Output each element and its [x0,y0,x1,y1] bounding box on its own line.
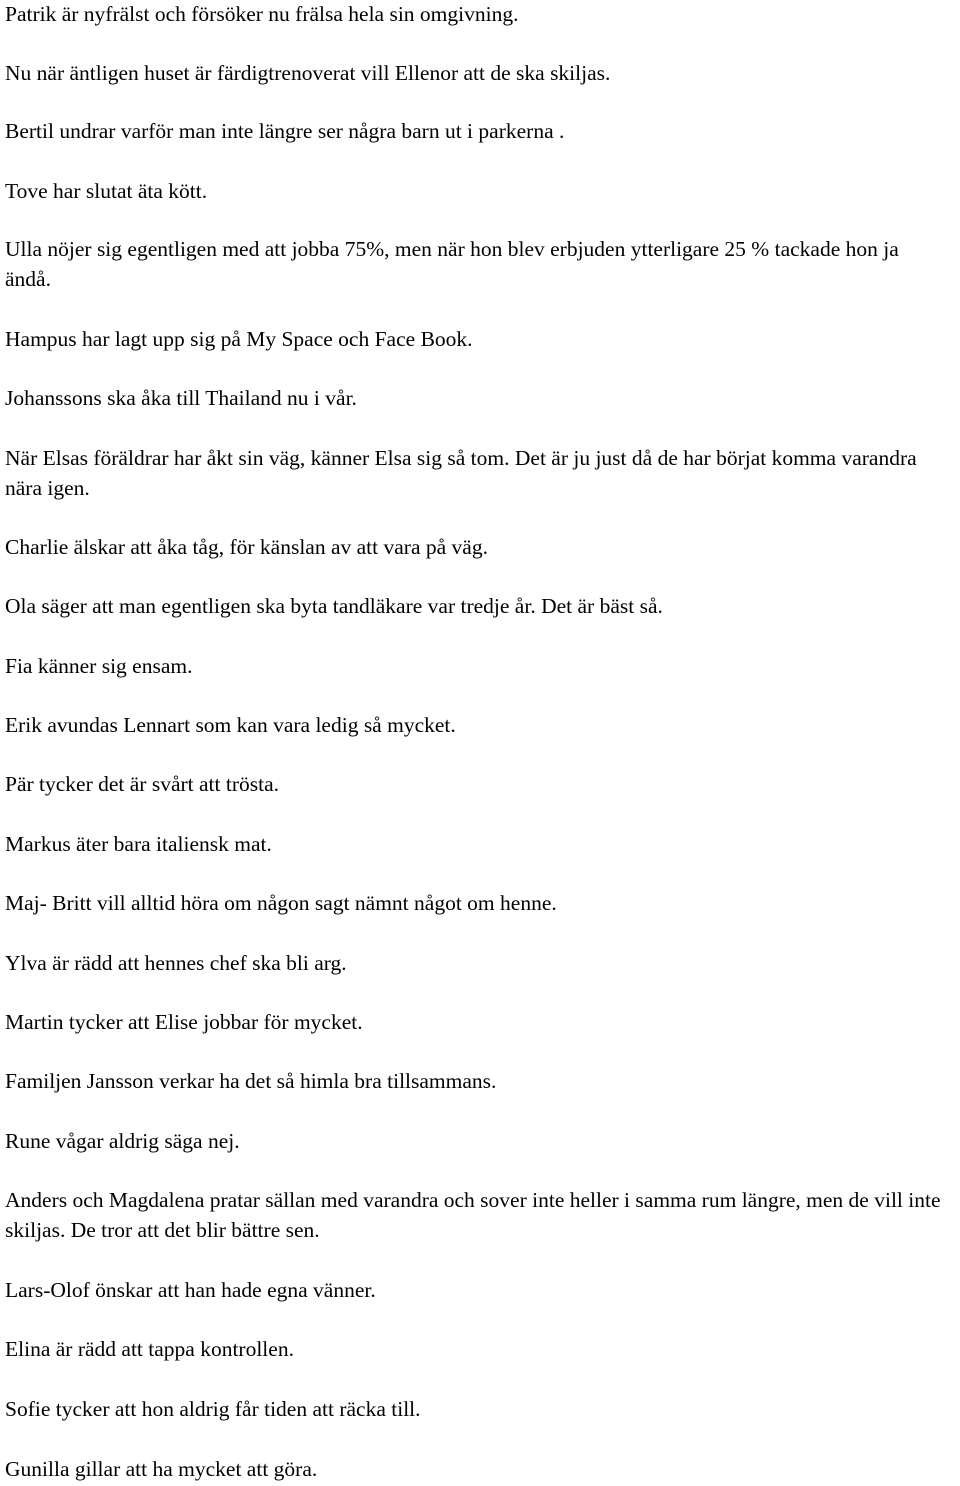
paragraph: Tove har slutat äta kött. [5,179,208,203]
paragraph: Rune vågar aldrig säga nej. [5,1129,240,1153]
paragraph: Fia känner sig ensam. [5,654,193,678]
paragraph: Bertil undrar varför man inte längre ser några barn ut i parkerna . [5,119,565,143]
paragraph: Pär tycker det är svårt att trösta. [5,772,280,796]
paragraph: Ylva är rädd att hennes chef ska bli arg. [5,951,347,975]
paragraph: Patrik är nyfrälst och försöker nu frälsa hela sin omgivning. [5,2,519,26]
paragraph: Martin tycker att Elise jobbar för mycket. [5,1010,363,1034]
paragraph: Familjen Jansson verkar ha det så himla bra tillsammans. [5,1069,497,1093]
paragraph: Markus äter bara italiensk mat. [5,832,272,856]
paragraph: Lars-Olof önskar att han hade egna vänner. [5,1278,376,1302]
paragraph: Nu när äntligen huset är färdigtrenoverat vill Ellenor att de ska skiljas. [5,61,611,85]
paragraph: Sofie tycker att hon aldrig får tiden att räcka till. [5,1397,421,1421]
paragraph: Anders och Magdalena pratar sällan med varandra och sover inte heller i samma rum längre, men de vill inte skiljas. De tror att det blir bättre sen. [5,1188,941,1242]
paragraph: Gunilla gillar att ha mycket att göra. [5,1457,318,1481]
paragraph: Erik avundas Lennart som kan vara ledig så mycket. [5,713,456,737]
paragraph: Elina är rädd att tappa kontrollen. [5,1337,294,1361]
paragraph: När Elsas föräldrar har åkt sin väg, känner Elsa sig så tom. Det är ju just då de har börjat komma varandra nära igen. [5,446,917,500]
paragraph: Hampus har lagt upp sig på My Space och Face Book. [5,327,473,351]
paragraph: Charlie älskar att åka tåg, för känslan av att vara på väg. [5,535,488,559]
paragraph: Johanssons ska åka till Thailand nu i vår. [5,386,357,410]
paragraph: Ulla nöjer sig egentligen med att jobba 75%, men när hon blev erbjuden ytterligare 25 % tackade hon ja ändå. [5,237,899,291]
paragraph: Ola säger att man egentligen ska byta tandläkare var tredje år. Det är bäst så. [5,594,663,618]
paragraph: Maj- Britt vill alltid höra om någon sagt nämnt något om henne. [5,891,557,915]
